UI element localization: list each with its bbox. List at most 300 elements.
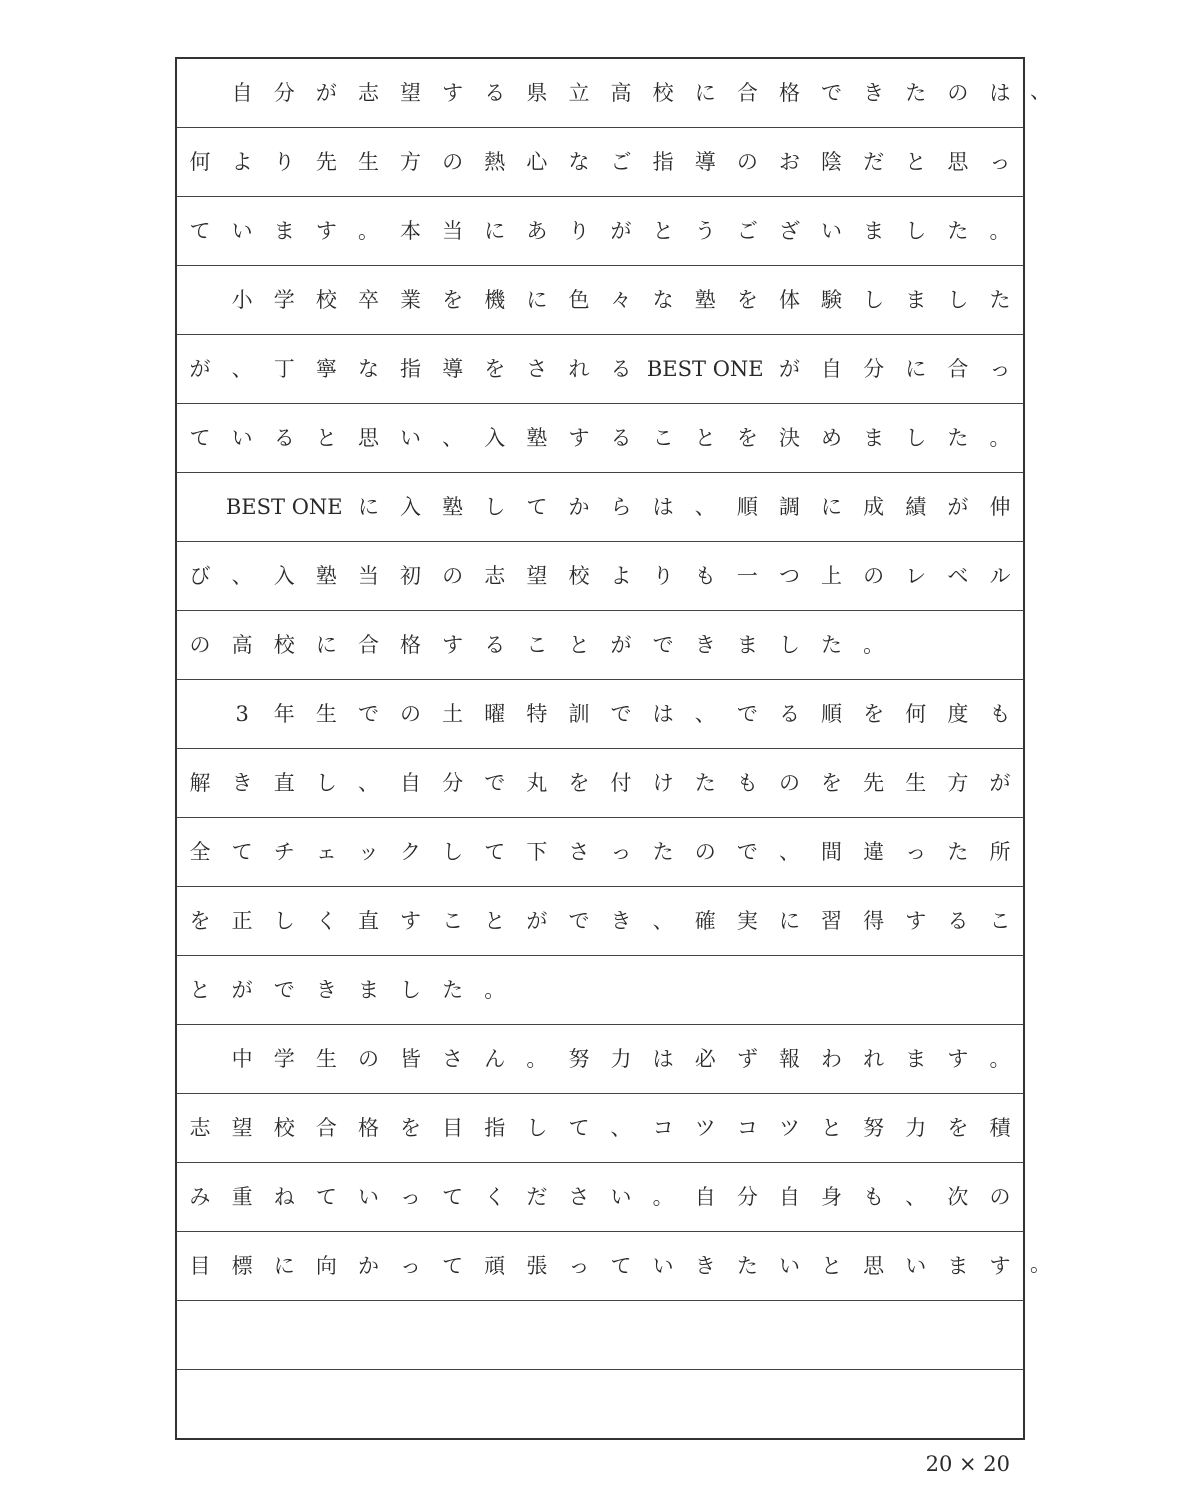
manuscript-char: 。 bbox=[526, 1047, 548, 1071]
manuscript-char: が bbox=[315, 81, 337, 105]
manuscript-char: に bbox=[526, 288, 548, 312]
manuscript-line bbox=[177, 1094, 1023, 1163]
manuscript-char: 間 bbox=[821, 840, 843, 864]
manuscript-char: 順 bbox=[736, 495, 758, 519]
manuscript-char: れ bbox=[568, 357, 590, 381]
manuscript-line bbox=[177, 404, 1023, 473]
manuscript-char: 分 bbox=[863, 357, 885, 381]
manuscript-char: 調 bbox=[778, 495, 800, 519]
manuscript-line bbox=[177, 1301, 1023, 1370]
manuscript-char: 塾 bbox=[694, 288, 716, 312]
manuscript-char: 分 bbox=[273, 81, 295, 105]
manuscript-char: り bbox=[273, 150, 295, 174]
manuscript-char: に bbox=[357, 495, 379, 519]
manuscript-char: と bbox=[821, 1254, 843, 1278]
manuscript-char: 、 bbox=[905, 1185, 927, 1209]
manuscript-char: と bbox=[694, 426, 716, 450]
manuscript-char: ま bbox=[357, 978, 379, 1002]
manuscript-char: ベ bbox=[947, 564, 969, 588]
manuscript-char: だ bbox=[863, 150, 885, 174]
manuscript-char: 熱 bbox=[484, 150, 506, 174]
manuscript-char: 、 bbox=[231, 357, 253, 381]
manuscript-char: で bbox=[736, 702, 758, 726]
manuscript-char: な bbox=[652, 288, 674, 312]
manuscript-char: 決 bbox=[778, 426, 800, 450]
manuscript-char: て bbox=[526, 495, 548, 519]
manuscript-char: 所 bbox=[989, 840, 1011, 864]
manuscript-char: も bbox=[989, 702, 1011, 726]
manuscript-char: 格 bbox=[357, 1116, 379, 1140]
manuscript-char: 正 bbox=[231, 909, 253, 933]
manuscript-char: 、 bbox=[357, 771, 379, 795]
manuscript-char: か bbox=[357, 1254, 379, 1278]
manuscript-char: 望 bbox=[231, 1116, 253, 1140]
manuscript-char: お bbox=[778, 150, 800, 174]
manuscript-char: る bbox=[610, 357, 632, 381]
manuscript-char: 導 bbox=[442, 357, 464, 381]
manuscript-char: で bbox=[736, 840, 758, 864]
manuscript-char: す bbox=[400, 909, 422, 933]
manuscript-char: も bbox=[863, 1185, 885, 1209]
manuscript-char: 付 bbox=[610, 771, 632, 795]
manuscript-char: た bbox=[947, 840, 969, 864]
manuscript-char: だ bbox=[526, 1185, 548, 1209]
manuscript-char: コ bbox=[736, 1116, 758, 1140]
manuscript-char: 目 bbox=[189, 1254, 211, 1278]
manuscript-line bbox=[177, 1163, 1023, 1232]
manuscript-char: る bbox=[484, 81, 506, 105]
manuscript-char: ま bbox=[863, 426, 885, 450]
manuscript-char: 小 bbox=[231, 288, 253, 312]
manuscript-char: が bbox=[989, 771, 1011, 795]
manuscript-char: し bbox=[315, 771, 337, 795]
manuscript-char: 本 bbox=[400, 219, 422, 243]
manuscript-char: 方 bbox=[947, 771, 969, 795]
manuscript-char: 合 bbox=[357, 633, 379, 657]
manuscript-line bbox=[177, 473, 1023, 542]
manuscript-char: き bbox=[863, 81, 885, 105]
manuscript-char: 自 bbox=[821, 357, 843, 381]
manuscript-char: 思 bbox=[357, 426, 379, 450]
manuscript-char: と bbox=[652, 219, 674, 243]
manuscript-char: し bbox=[778, 633, 800, 657]
manuscript-char: 績 bbox=[905, 495, 927, 519]
manuscript-char: て bbox=[315, 1185, 337, 1209]
manuscript-char: た bbox=[821, 633, 843, 657]
manuscript-char: 陰 bbox=[821, 150, 843, 174]
manuscript-char: ッ bbox=[357, 840, 379, 864]
manuscript-char: で bbox=[357, 702, 379, 726]
manuscript-char: あ bbox=[526, 219, 548, 243]
manuscript-char: 生 bbox=[315, 702, 337, 726]
manuscript-char: 思 bbox=[863, 1254, 885, 1278]
manuscript-char: っ bbox=[989, 357, 1011, 381]
manuscript-char: に bbox=[905, 357, 927, 381]
manuscript-line bbox=[177, 887, 1023, 956]
manuscript-char: 塾 bbox=[526, 426, 548, 450]
manuscript-char: 力 bbox=[905, 1116, 927, 1140]
manuscript-char: て bbox=[442, 1185, 464, 1209]
manuscript-char: 自 bbox=[231, 81, 253, 105]
manuscript-char: を bbox=[484, 357, 506, 381]
manuscript-char: 県 bbox=[526, 81, 548, 105]
manuscript-char: 次 bbox=[947, 1185, 969, 1209]
manuscript-char: の bbox=[189, 633, 211, 657]
manuscript-char: の bbox=[357, 1047, 379, 1071]
overflow-punctuation: 、 bbox=[1030, 79, 1051, 103]
manuscript-char: に bbox=[778, 909, 800, 933]
manuscript-char: し bbox=[947, 288, 969, 312]
manuscript-char: 先 bbox=[315, 150, 337, 174]
manuscript-char: 指 bbox=[652, 150, 674, 174]
manuscript-char: 格 bbox=[400, 633, 422, 657]
manuscript-char: も bbox=[694, 564, 716, 588]
manuscript-char: わ bbox=[821, 1047, 843, 1071]
manuscript-char: を bbox=[189, 909, 211, 933]
manuscript-char: た bbox=[989, 288, 1011, 312]
manuscript-char: す bbox=[947, 1047, 969, 1071]
manuscript-char: 自 bbox=[694, 1185, 716, 1209]
manuscript-char: と bbox=[189, 978, 211, 1002]
manuscript-line bbox=[177, 956, 1023, 1025]
manuscript-char: を bbox=[736, 288, 758, 312]
manuscript-char: 指 bbox=[400, 357, 422, 381]
manuscript-char: た bbox=[905, 81, 927, 105]
manuscript-char: さ bbox=[442, 1047, 464, 1071]
manuscript-char: 先 bbox=[863, 771, 885, 795]
manuscript-char: BEST ONE bbox=[646, 357, 764, 381]
manuscript-char: 自 bbox=[400, 771, 422, 795]
manuscript-char: ご bbox=[736, 219, 758, 243]
manuscript-char: を bbox=[568, 771, 590, 795]
manuscript-char: 。 bbox=[357, 219, 379, 243]
manuscript-char: 標 bbox=[231, 1254, 253, 1278]
manuscript-char: み bbox=[189, 1185, 211, 1209]
manuscript-char: び bbox=[189, 564, 211, 588]
manuscript-char: 、 bbox=[442, 426, 464, 450]
manuscript-char: て bbox=[442, 1254, 464, 1278]
manuscript-char: 当 bbox=[357, 564, 379, 588]
manuscript-char: こ bbox=[989, 909, 1011, 933]
manuscript-char: 合 bbox=[947, 357, 969, 381]
manuscript-char: 。 bbox=[863, 633, 885, 657]
manuscript-char: て bbox=[189, 219, 211, 243]
manuscript-char: 、 bbox=[610, 1116, 632, 1140]
manuscript-char: す bbox=[568, 426, 590, 450]
manuscript-char: 成 bbox=[863, 495, 885, 519]
manuscript-char: を bbox=[863, 702, 885, 726]
manuscript-char: 入 bbox=[400, 495, 422, 519]
manuscript-line bbox=[177, 749, 1023, 818]
manuscript-char: で bbox=[821, 81, 843, 105]
manuscript-char: ク bbox=[400, 840, 422, 864]
manuscript-char: に bbox=[694, 81, 716, 105]
manuscript-char: 機 bbox=[484, 288, 506, 312]
manuscript-char: 張 bbox=[526, 1254, 548, 1278]
manuscript-char: 業 bbox=[400, 288, 422, 312]
manuscript-char: は bbox=[652, 1047, 674, 1071]
manuscript-char: り bbox=[652, 564, 674, 588]
manuscript-char: ま bbox=[736, 633, 758, 657]
manuscript-char: て bbox=[568, 1116, 590, 1140]
manuscript-char: 々 bbox=[610, 288, 632, 312]
manuscript-char: 合 bbox=[736, 81, 758, 105]
manuscript-line bbox=[177, 542, 1023, 611]
manuscript-char: す bbox=[905, 909, 927, 933]
manuscript-char: く bbox=[315, 909, 337, 933]
manuscript-char: し bbox=[905, 426, 927, 450]
manuscript-char: ざ bbox=[778, 219, 800, 243]
manuscript-char: た bbox=[652, 840, 674, 864]
manuscript-char: の bbox=[442, 150, 464, 174]
manuscript-char: 卒 bbox=[357, 288, 379, 312]
manuscript-char: 校 bbox=[315, 288, 337, 312]
manuscript-char: 特 bbox=[526, 702, 548, 726]
manuscript-char: 、 bbox=[778, 840, 800, 864]
manuscript-char: チ bbox=[273, 840, 295, 864]
manuscript-char: し bbox=[863, 288, 885, 312]
manuscript-char: 力 bbox=[610, 1047, 632, 1071]
manuscript-char: 下 bbox=[526, 840, 548, 864]
manuscript-char: 立 bbox=[568, 81, 590, 105]
manuscript-char: 志 bbox=[484, 564, 506, 588]
manuscript-line bbox=[177, 1370, 1023, 1439]
manuscript-char: た bbox=[694, 771, 716, 795]
manuscript-char: 望 bbox=[400, 81, 422, 105]
manuscript-char: 丸 bbox=[526, 771, 548, 795]
manuscript-char: り bbox=[568, 219, 590, 243]
manuscript-char: は bbox=[652, 702, 674, 726]
manuscript-char: き bbox=[231, 771, 253, 795]
manuscript-char: 全 bbox=[189, 840, 211, 864]
manuscript-char: の bbox=[989, 1185, 1011, 1209]
manuscript-char: 直 bbox=[357, 909, 379, 933]
manuscript-char: し bbox=[442, 840, 464, 864]
manuscript-char: き bbox=[694, 1254, 716, 1278]
manuscript-char: っ bbox=[400, 1254, 422, 1278]
manuscript-char: し bbox=[273, 909, 295, 933]
manuscript-char: 解 bbox=[189, 771, 211, 795]
manuscript-char: 塾 bbox=[442, 495, 464, 519]
manuscript-char: が bbox=[231, 978, 253, 1002]
manuscript-char: っ bbox=[400, 1185, 422, 1209]
manuscript-char: 入 bbox=[484, 426, 506, 450]
manuscript-line bbox=[177, 818, 1023, 887]
manuscript-char: い bbox=[652, 1254, 674, 1278]
manuscript-char: が bbox=[189, 357, 211, 381]
manuscript-line bbox=[177, 611, 1023, 680]
manuscript-char: 寧 bbox=[315, 357, 337, 381]
manuscript-char: 頑 bbox=[484, 1254, 506, 1278]
manuscript-char: 。 bbox=[484, 978, 506, 1002]
manuscript-char: が bbox=[778, 357, 800, 381]
manuscript-char: さ bbox=[526, 357, 548, 381]
manuscript-char: 志 bbox=[357, 81, 379, 105]
manuscript-char: 。 bbox=[652, 1185, 674, 1209]
manuscript-char: ず bbox=[736, 1047, 758, 1071]
manuscript-char: 学 bbox=[273, 288, 295, 312]
manuscript-char: 当 bbox=[442, 219, 464, 243]
overflow-punctuation: 。 bbox=[1030, 1252, 1051, 1276]
manuscript-line bbox=[177, 128, 1023, 197]
manuscript-char: き bbox=[315, 978, 337, 1002]
manuscript-char: る bbox=[484, 633, 506, 657]
manuscript-char: が bbox=[610, 633, 632, 657]
manuscript-char: 生 bbox=[357, 150, 379, 174]
manuscript-line bbox=[177, 59, 1023, 128]
manuscript-char: る bbox=[273, 426, 295, 450]
manuscript-char: て bbox=[231, 840, 253, 864]
manuscript-char: 、 bbox=[694, 495, 716, 519]
manuscript-char: て bbox=[189, 426, 211, 450]
manuscript-char: 、 bbox=[694, 702, 716, 726]
manuscript-char: で bbox=[484, 771, 506, 795]
manuscript-char: で bbox=[273, 978, 295, 1002]
manuscript-line bbox=[177, 680, 1023, 749]
manuscript-char: 伸 bbox=[989, 495, 1011, 519]
manuscript-char: っ bbox=[989, 150, 1011, 174]
manuscript-char: の bbox=[694, 840, 716, 864]
manuscript-char: す bbox=[442, 633, 464, 657]
manuscript-char: と bbox=[568, 633, 590, 657]
manuscript-char: い bbox=[905, 1254, 927, 1278]
manuscript-char: 望 bbox=[526, 564, 548, 588]
manuscript-char: つ bbox=[778, 564, 800, 588]
manuscript-char: る bbox=[778, 702, 800, 726]
manuscript-char: 生 bbox=[905, 771, 927, 795]
manuscript-char: 思 bbox=[947, 150, 969, 174]
manuscript-char: 実 bbox=[736, 909, 758, 933]
manuscript-char: 合 bbox=[315, 1116, 337, 1140]
manuscript-char: う bbox=[694, 219, 716, 243]
manuscript-char: し bbox=[400, 978, 422, 1002]
manuscript-line bbox=[177, 335, 1023, 404]
manuscript-char: 年 bbox=[273, 702, 295, 726]
manuscript-char: の bbox=[442, 564, 464, 588]
manuscript-char: い bbox=[231, 426, 253, 450]
manuscript-char: 色 bbox=[568, 288, 590, 312]
manuscript-char: 指 bbox=[484, 1116, 506, 1140]
manuscript-char: 格 bbox=[778, 81, 800, 105]
manuscript-char: く bbox=[484, 1185, 506, 1209]
manuscript-char: ん bbox=[484, 1047, 506, 1071]
manuscript-char: た bbox=[947, 426, 969, 450]
manuscript-char: き bbox=[694, 633, 716, 657]
manuscript-char: っ bbox=[568, 1254, 590, 1278]
manuscript-char: 目 bbox=[442, 1116, 464, 1140]
manuscript-char: す bbox=[989, 1254, 1011, 1278]
manuscript-char: を bbox=[736, 426, 758, 450]
manuscript-char: が bbox=[526, 909, 548, 933]
manuscript-char: け bbox=[652, 771, 674, 795]
manuscript-char: て bbox=[610, 1254, 632, 1278]
manuscript-char: を bbox=[947, 1116, 969, 1140]
manuscript-char: 報 bbox=[778, 1047, 800, 1071]
manuscript-char: に bbox=[484, 219, 506, 243]
manuscript-char: 。 bbox=[989, 219, 1011, 243]
manuscript-char: 。 bbox=[989, 426, 1011, 450]
manuscript-char: 上 bbox=[821, 564, 843, 588]
manuscript-char: 何 bbox=[905, 702, 927, 726]
manuscript-char: で bbox=[610, 702, 632, 726]
manuscript-char: よ bbox=[610, 564, 632, 588]
manuscript-char: 体 bbox=[778, 288, 800, 312]
manuscript-char: 校 bbox=[652, 81, 674, 105]
manuscript-char: す bbox=[315, 219, 337, 243]
manuscript-char: こ bbox=[526, 633, 548, 657]
manuscript-char: 度 bbox=[947, 702, 969, 726]
manuscript-char: 重 bbox=[231, 1185, 253, 1209]
manuscript-char: れ bbox=[863, 1047, 885, 1071]
manuscript-char: 身 bbox=[821, 1185, 843, 1209]
manuscript-char: 心 bbox=[526, 150, 548, 174]
manuscript-line bbox=[177, 266, 1023, 335]
manuscript-char: 入 bbox=[273, 564, 295, 588]
manuscript-char: を bbox=[442, 288, 464, 312]
manuscript-char: た bbox=[947, 219, 969, 243]
manuscript-char: は bbox=[989, 81, 1011, 105]
manuscript-char: の bbox=[736, 150, 758, 174]
manuscript-char: た bbox=[736, 1254, 758, 1278]
manuscript-char: さ bbox=[568, 1185, 590, 1209]
manuscript-char: 生 bbox=[315, 1047, 337, 1071]
manuscript-char: 初 bbox=[400, 564, 422, 588]
manuscript-char: し bbox=[526, 1116, 548, 1140]
manuscript-char: 習 bbox=[821, 909, 843, 933]
manuscript-char: い bbox=[778, 1254, 800, 1278]
manuscript-char: 得 bbox=[863, 909, 885, 933]
manuscript-char: 一 bbox=[736, 564, 758, 588]
manuscript-char: る bbox=[610, 426, 632, 450]
manuscript-char: い bbox=[610, 1185, 632, 1209]
manuscript-char: 志 bbox=[189, 1116, 211, 1140]
manuscript-char: き bbox=[610, 909, 632, 933]
manuscript-char: 積 bbox=[989, 1116, 1011, 1140]
manuscript-char: ツ bbox=[694, 1116, 716, 1140]
manuscript-char: の bbox=[947, 81, 969, 105]
manuscript-char: 曜 bbox=[484, 702, 506, 726]
manuscript-char: ェ bbox=[315, 840, 337, 864]
manuscript-char: い bbox=[357, 1185, 379, 1209]
manuscript-char: て bbox=[484, 840, 506, 864]
manuscript-char: る bbox=[947, 909, 969, 933]
manuscript-char: よ bbox=[231, 150, 253, 174]
manuscript-char: 努 bbox=[568, 1047, 590, 1071]
manuscript-char: コ bbox=[652, 1116, 674, 1140]
manuscript-char: に bbox=[315, 633, 337, 657]
manuscript-char: が bbox=[610, 219, 632, 243]
manuscript-char: ま bbox=[863, 219, 885, 243]
manuscript-sheet bbox=[175, 57, 1025, 1440]
manuscript-char: 丁 bbox=[273, 357, 295, 381]
manuscript-char: ま bbox=[905, 1047, 927, 1071]
manuscript-char: こ bbox=[442, 909, 464, 933]
manuscript-char: と bbox=[315, 426, 337, 450]
manuscript-char: 確 bbox=[694, 909, 716, 933]
manuscript-char: 校 bbox=[568, 564, 590, 588]
manuscript-char: 分 bbox=[736, 1185, 758, 1209]
manuscript-char: か bbox=[568, 495, 590, 519]
manuscript-char: 努 bbox=[863, 1116, 885, 1140]
manuscript-char: ル bbox=[989, 564, 1011, 588]
manuscript-char: 校 bbox=[273, 633, 295, 657]
manuscript-char: は bbox=[652, 495, 674, 519]
manuscript-char: 。 bbox=[989, 1047, 1011, 1071]
manuscript-char: 方 bbox=[400, 150, 422, 174]
manuscript-char: 験 bbox=[821, 288, 843, 312]
manuscript-char: の bbox=[863, 564, 885, 588]
manuscript-char: 校 bbox=[273, 1116, 295, 1140]
